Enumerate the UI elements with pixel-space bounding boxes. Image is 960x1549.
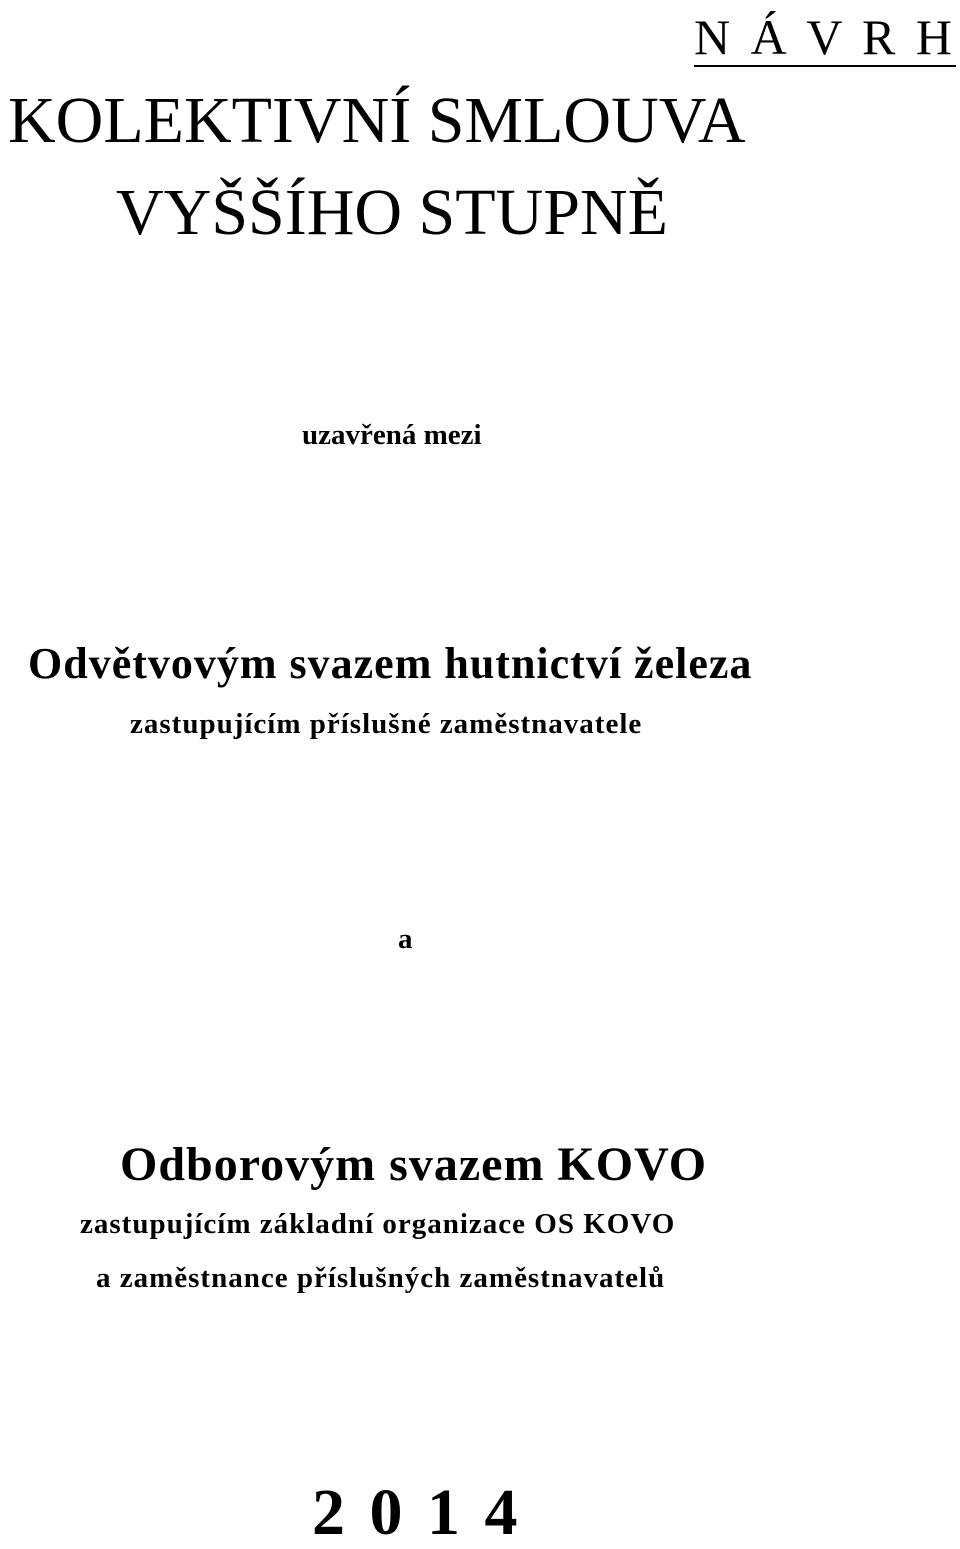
party-2-name: Odborovým svazem KOVO [120,1138,708,1191]
document-year: 2 0 1 4 [312,1476,522,1549]
concluded-between-text: uzavřená mezi [302,419,482,451]
party-1-description: zastupujícím příslušné zaměstnavatele [130,708,643,740]
document-title-line-2: VYŠŠÍHO STUPNĚ [116,176,668,249]
party-1-name: Odvětvovým svazem hutnictví železa [28,639,753,688]
draft-mark: N Á V R H [694,9,956,65]
conjunction-text: a [398,923,413,955]
party-2-description-line-1: zastupujícím základní organizace OS KOVO [80,1208,676,1240]
party-2-description-line-2: a zaměstnance příslušných zaměstnavatelů [96,1262,666,1294]
document-title-line-1: KOLEKTIVNÍ SMLOUVA [8,84,746,157]
